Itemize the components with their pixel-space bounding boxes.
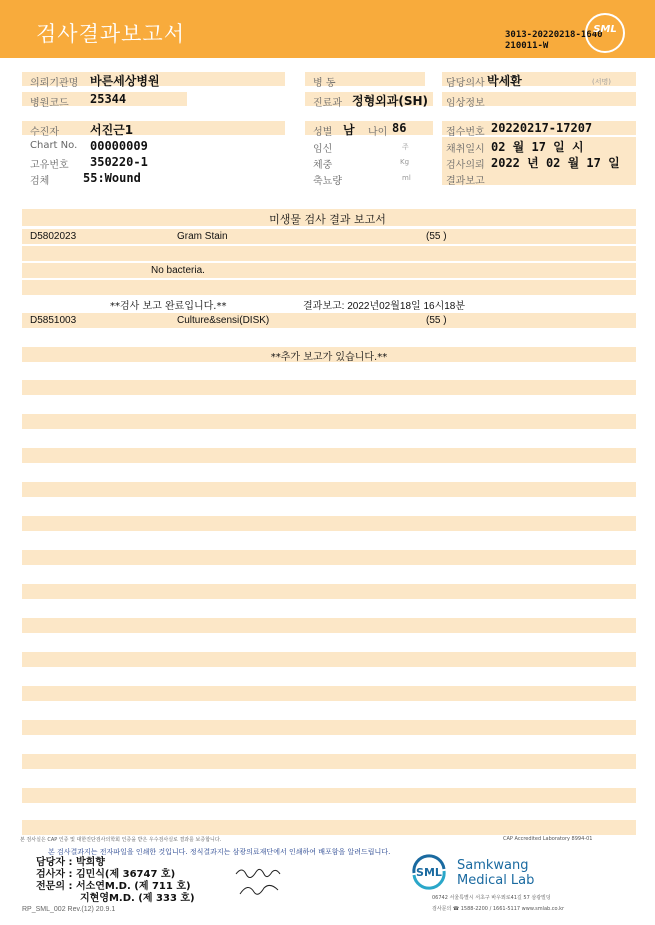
accreditation-note: 본 검사실은 CAP 인증 및 대한진단검사의학회 인증을 받은 우수검사실로 결과를 보증합니다. [20, 837, 222, 843]
empty-row [22, 550, 636, 565]
inst-label: 의뢰기관명 [30, 78, 79, 89]
sex-value: 남 [343, 123, 355, 137]
empty-row [22, 380, 636, 395]
urine-unit: ml [402, 174, 411, 182]
form-number: RP_SML_002 Rev.(12) 20.9.1 [22, 906, 116, 913]
report-complete-time: 결과보고: 2022년02월18일 16시18분 [303, 301, 466, 312]
clinical-label: 임상정보 [446, 98, 485, 109]
additional-report-text: **추가 보고가 있습니다.** [270, 352, 388, 363]
empty-row [22, 482, 636, 497]
signature-image [232, 864, 292, 900]
request-value: 2022 년 02 월 17 일 [491, 156, 620, 170]
document-number-line-2: 210011-W [505, 41, 549, 51]
lab-contact: 검사문의 ☎ 1588-2200 / 1661-5117 www.smlab.co.kr [432, 906, 565, 912]
test-name-2: Culture&sensi(DISK) [177, 315, 270, 326]
patient-value: 서진근1 [90, 123, 134, 137]
patient-label: 수진자 [30, 127, 59, 138]
empty-row [22, 516, 636, 531]
lab-address: 06742 서울특별시 서초구 바우뫼로41길 57 삼광빌딩 [432, 895, 551, 901]
urine-label: 축뇨량 [313, 176, 342, 187]
test-specimen-1: (55 ) [426, 231, 447, 242]
code-value: 25344 [90, 92, 127, 106]
inst-value: 바른세상병원 [90, 74, 160, 88]
test-code-2: D5851003 [30, 315, 77, 326]
chart-label: Chart No. [30, 140, 78, 151]
weight-unit: Kg [400, 158, 410, 166]
preg-unit: 주 [402, 143, 409, 151]
empty-row [22, 652, 636, 667]
collect-label: 채취일시 [446, 144, 485, 155]
empty-row [22, 820, 636, 835]
chart-value: 00000009 [90, 139, 148, 153]
sml-logo-text: SML [593, 24, 617, 35]
request-label: 검사의뢰 [446, 160, 485, 171]
empty-row [22, 414, 636, 429]
specimen-value: 55:Wound [83, 171, 141, 185]
sex-label: 성별 [313, 127, 333, 138]
result-row [22, 313, 636, 328]
weight-label: 체중 [313, 160, 333, 171]
empty-row [22, 720, 636, 735]
result-row [22, 280, 636, 295]
brand-name [457, 858, 534, 888]
notice-text: 본 검사결과지는 전자파일을 인쇄한 것입니다. 정식결과지는 삼광의료재단에서 인쇄하여 배포함을 알려드립니다. [48, 848, 391, 856]
test-code-1: D5802023 [30, 231, 77, 242]
report-complete-text: **검사 보고 완료입니다.** [110, 301, 227, 312]
dept-label: 진료과 [313, 98, 342, 109]
age-label: 나이 [368, 127, 388, 138]
result-row [22, 229, 636, 244]
receipt-label: 접수번호 [446, 127, 485, 138]
document-number-line-1: 3013-20220218-1640 [505, 30, 603, 40]
specialist-1: 전문의 : 서소연M.D. (제 711 호) [36, 881, 191, 892]
result-row [22, 246, 636, 261]
manager-name: 담당자 : 박희향 [36, 857, 105, 868]
ward-label: 병 동 [313, 78, 336, 89]
receipt-value: 20220217-17207 [491, 121, 593, 135]
brand-name-line-1: Samkwang [457, 858, 529, 873]
cap-note: CAP Accredited Laboratory 8994-01 [503, 836, 593, 842]
specimen-label: 검체 [30, 176, 50, 187]
tester-name: 검사자 : 김민식(제 36747 호) [36, 869, 176, 880]
sml-brand-logo-text: SML [416, 866, 442, 879]
doctor-label: 담당의사 [446, 78, 485, 89]
collect-value: 02 월 17 일 시 [491, 140, 584, 154]
test-result-1: No bacteria. [151, 265, 205, 276]
empty-row [22, 754, 636, 769]
empty-row [22, 618, 636, 633]
empty-row [22, 448, 636, 463]
result-row [22, 263, 636, 278]
doctor-value: 박세환 [487, 74, 522, 88]
empty-row [22, 584, 636, 599]
preg-label: 임신 [313, 144, 333, 155]
doctor-sign: (서명) [592, 78, 611, 86]
empty-row [22, 788, 636, 803]
report-title: 검사결과보고서 [36, 22, 186, 46]
dept-value: 정형외과(SH) [352, 94, 429, 108]
specialist-2: 지현영M.D. (제 333 호) [80, 893, 195, 904]
report-label: 결과보고 [446, 176, 485, 187]
patient-cell [22, 121, 285, 135]
code-label: 병원코드 [30, 98, 69, 109]
id-value: 350220-1 [90, 155, 148, 169]
test-name-1: Gram Stain [177, 231, 228, 242]
brand-name-line-2: Medical Lab [457, 873, 535, 888]
test-specimen-2: (55 ) [426, 315, 447, 326]
id-label: 고유번호 [30, 160, 69, 171]
age-value: 86 [392, 121, 407, 135]
empty-row [22, 686, 636, 701]
report-section-title: 미생물 검사 결과 보고서 [269, 213, 386, 226]
